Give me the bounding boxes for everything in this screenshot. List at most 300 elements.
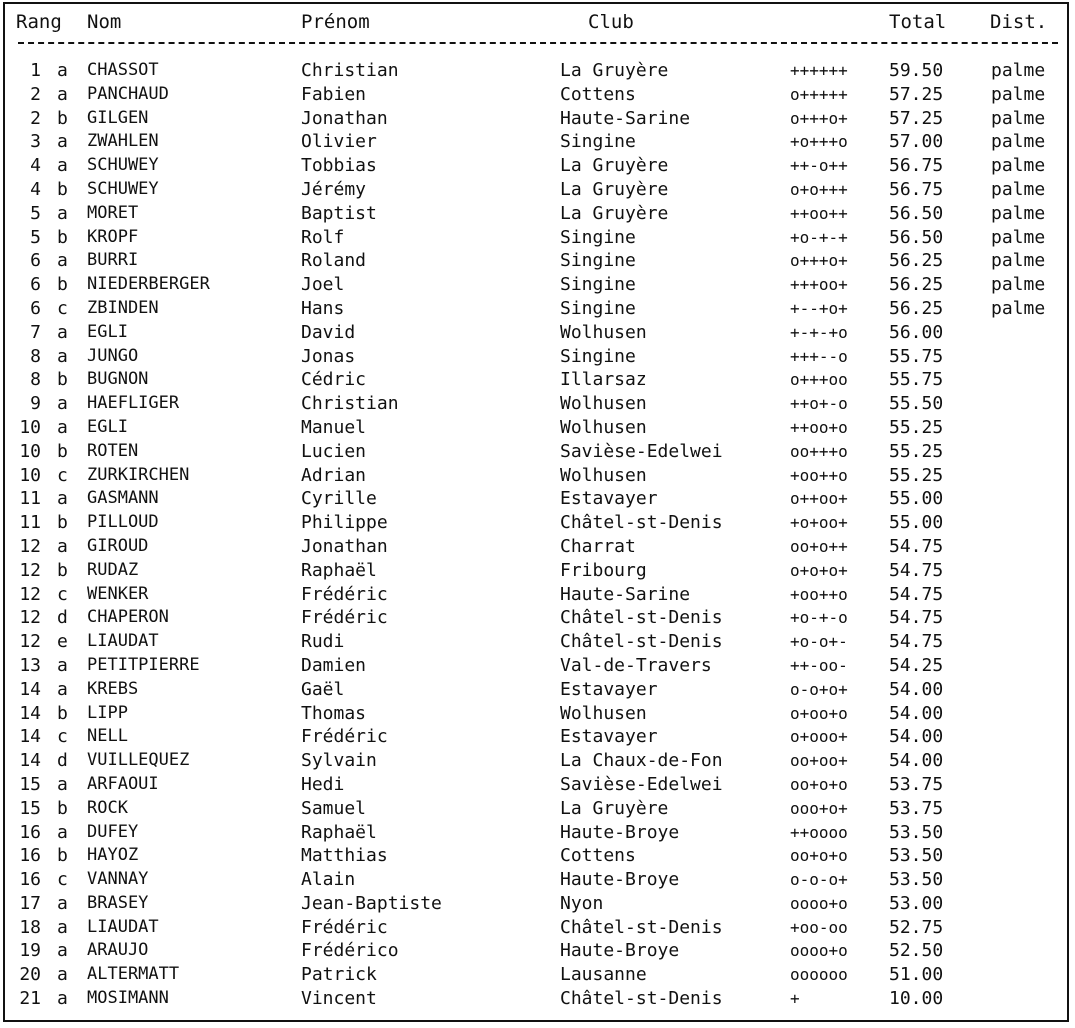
first-name-cell: Jonas — [301, 345, 356, 367]
rank-cell: 12 — [19, 583, 41, 605]
rank-cell: 5 — [30, 226, 41, 248]
sub-rank-cell: b — [57, 440, 68, 462]
last-name-cell: ROTEN — [87, 440, 139, 461]
last-name-cell: NELL — [87, 726, 128, 747]
club-cell: Illarsaz — [560, 369, 647, 391]
sub-rank-cell: a — [57, 678, 68, 700]
distinction-cell: palme — [991, 202, 1046, 224]
series-cell: ooo+o+ — [790, 798, 848, 818]
series-cell: +oo++o — [790, 465, 848, 485]
club-cell: La Gruyère — [560, 178, 669, 200]
last-name-cell: DUFEY — [87, 821, 139, 842]
total-cell: 56.25 — [889, 274, 944, 296]
series-cell: o-o+o+ — [790, 679, 848, 699]
distinction-cell: palme — [991, 297, 1046, 319]
rank-cell: 6 — [30, 274, 41, 296]
total-cell: 55.00 — [889, 488, 944, 510]
total-cell: 54.75 — [889, 631, 944, 653]
table-row — [5, 535, 1067, 559]
rank-cell: 3 — [30, 131, 41, 153]
table-row — [5, 83, 1067, 107]
table-row — [5, 987, 1067, 1011]
club-cell: Singine — [560, 131, 636, 153]
rank-cell: 14 — [19, 750, 41, 772]
series-cell: oo+++o — [790, 441, 848, 461]
total-cell: 54.00 — [889, 750, 944, 772]
series-cell: o+ooo+ — [790, 727, 848, 747]
total-cell: 55.50 — [889, 393, 944, 415]
sub-rank-cell: a — [57, 988, 68, 1010]
results-sheet — [3, 2, 1069, 1022]
table-row — [5, 107, 1067, 131]
first-name-cell: Lucien — [301, 440, 367, 462]
last-name-cell: KREBS — [87, 678, 139, 699]
rank-cell: 6 — [30, 297, 41, 319]
club-cell: Châtel-st-Denis — [560, 988, 723, 1010]
last-name-cell: MOSIMANN — [87, 988, 169, 1009]
club-cell: Châtel-st-Denis — [560, 916, 723, 938]
club-cell: Wolhusen — [560, 416, 647, 438]
club-cell: Estavayer — [560, 678, 658, 700]
table-row — [5, 202, 1067, 226]
header-total: Total — [889, 11, 947, 33]
last-name-cell: CHASSOT — [87, 60, 159, 80]
sub-rank-cell: b — [57, 274, 68, 296]
rank-cell: 2 — [30, 107, 41, 129]
series-cell: o++oo+ — [790, 489, 848, 509]
header-dist: Dist. — [990, 11, 1048, 33]
sub-rank-cell: c — [57, 583, 68, 605]
sub-rank-cell: c — [57, 297, 68, 319]
last-name-cell: LIPP — [87, 702, 128, 723]
rank-cell: 12 — [19, 535, 41, 557]
series-cell: o+oo+o — [790, 703, 848, 723]
table-row — [5, 821, 1067, 845]
total-cell: 55.75 — [889, 369, 944, 391]
series-cell: +o-+-+ — [790, 227, 848, 247]
table-row — [5, 678, 1067, 702]
total-cell: 51.00 — [889, 964, 944, 986]
table-row — [5, 226, 1067, 250]
first-name-cell: Joel — [301, 274, 345, 296]
last-name-cell: PANCHAUD — [87, 83, 169, 104]
series-cell: +o+oo+ — [790, 513, 848, 533]
first-name-cell: Rudi — [301, 631, 345, 653]
club-cell: Haute-Broye — [560, 821, 680, 843]
distinction-cell: palme — [991, 107, 1046, 129]
club-cell: Wolhusen — [560, 321, 647, 343]
first-name-cell: Christian — [301, 60, 399, 81]
header-rang: Rang — [16, 11, 62, 33]
last-name-cell: JUNGO — [87, 345, 139, 366]
sub-rank-cell: a — [57, 83, 68, 105]
first-name-cell: David — [301, 321, 356, 343]
last-name-cell: ROCK — [87, 797, 128, 818]
last-name-cell: VUILLEQUEZ — [87, 750, 190, 771]
series-cell: +o+++o — [790, 132, 848, 152]
sub-rank-cell: b — [57, 226, 68, 248]
first-name-cell: Thomas — [301, 702, 367, 724]
series-cell: +oo++o — [790, 584, 848, 604]
rank-cell: 16 — [19, 845, 41, 867]
rank-cell: 12 — [19, 607, 41, 629]
table-row — [5, 440, 1067, 464]
series-cell: oo+oo+ — [790, 751, 848, 771]
rank-cell: 13 — [19, 654, 41, 676]
last-name-cell: NIEDERBERGER — [87, 274, 210, 295]
table-row — [5, 725, 1067, 749]
series-cell: ++oo++ — [790, 203, 848, 223]
table-row — [5, 130, 1067, 154]
first-name-cell: Frédéric — [301, 583, 388, 605]
last-name-cell: SCHUWEY — [87, 178, 159, 199]
first-name-cell: Gaël — [301, 678, 345, 700]
rank-cell: 7 — [30, 321, 41, 343]
first-name-cell: Roland — [301, 250, 367, 272]
table-row — [5, 916, 1067, 940]
table-row — [5, 963, 1067, 987]
table-row — [5, 368, 1067, 392]
sub-rank-cell: d — [57, 607, 68, 629]
table-row — [5, 416, 1067, 440]
first-name-cell: Jonathan — [301, 535, 388, 557]
total-cell: 54.75 — [889, 535, 944, 557]
sub-rank-cell: a — [57, 202, 68, 224]
series-cell: +o-o+- — [790, 632, 848, 652]
distinction-cell: palme — [991, 250, 1046, 272]
rank-cell: 2 — [30, 83, 41, 105]
first-name-cell: Philippe — [301, 512, 388, 534]
club-cell: Wolhusen — [560, 393, 647, 415]
sub-rank-cell: a — [57, 155, 68, 177]
series-cell: ++-oo- — [790, 655, 848, 675]
last-name-cell: PETITPIERRE — [87, 654, 200, 675]
club-cell: Châtel-st-Denis — [560, 512, 723, 534]
series-cell: o+o+o+ — [790, 560, 848, 580]
sub-rank-cell: a — [57, 250, 68, 272]
total-cell: 56.75 — [889, 155, 944, 177]
total-cell: 56.75 — [889, 178, 944, 200]
rank-cell: 1 — [30, 60, 41, 81]
first-name-cell: Cyrille — [301, 488, 377, 510]
total-cell: 54.75 — [889, 607, 944, 629]
series-cell: ++o+-o — [790, 394, 848, 414]
distinction-cell: palme — [991, 274, 1046, 296]
rank-cell: 14 — [19, 726, 41, 748]
last-name-cell: ZURKIRCHEN — [87, 464, 190, 485]
distinction-cell: palme — [991, 178, 1046, 200]
total-cell: 53.50 — [889, 869, 944, 891]
last-name-cell: HAEFLIGER — [87, 393, 180, 414]
rank-cell: 16 — [19, 821, 41, 843]
table-row — [5, 297, 1067, 321]
first-name-cell: Raphaël — [301, 821, 377, 843]
sub-rank-cell: b — [57, 702, 68, 724]
series-cell: o-o-o+ — [790, 870, 848, 890]
series-cell: o+++oo — [790, 370, 848, 390]
last-name-cell: GIROUD — [87, 535, 149, 556]
club-cell: Charrat — [560, 535, 636, 557]
total-cell: 57.00 — [889, 131, 944, 153]
rank-cell: 21 — [19, 988, 41, 1010]
series-cell: oooo+o — [790, 893, 848, 913]
total-cell: 53.50 — [889, 821, 944, 843]
series-cell: +--+o+ — [790, 298, 848, 318]
total-cell: 56.25 — [889, 250, 944, 272]
total-cell: 59.50 — [889, 60, 944, 81]
table-row — [5, 59, 1067, 83]
first-name-cell: Olivier — [301, 131, 377, 153]
sub-rank-cell: b — [57, 107, 68, 129]
club-cell: Estavayer — [560, 726, 658, 748]
table-row — [5, 892, 1067, 916]
club-cell: Savièse-Edelwei — [560, 773, 723, 795]
sub-rank-cell: c — [57, 726, 68, 748]
rank-cell: 4 — [30, 155, 41, 177]
sub-rank-cell: c — [57, 464, 68, 486]
club-cell: Singine — [560, 226, 636, 248]
rank-cell: 10 — [19, 416, 41, 438]
rank-cell: 18 — [19, 916, 41, 938]
header-club: Club — [588, 11, 634, 33]
sub-rank-cell: a — [57, 321, 68, 343]
club-cell: Singine — [560, 274, 636, 296]
sub-rank-cell: a — [57, 916, 68, 938]
table-row — [5, 559, 1067, 583]
total-cell: 54.00 — [889, 702, 944, 724]
club-cell: Wolhusen — [560, 464, 647, 486]
series-cell: oo+o++ — [790, 536, 848, 556]
total-cell: 57.25 — [889, 107, 944, 129]
series-cell: oo+o+o — [790, 846, 848, 866]
rank-cell: 5 — [30, 202, 41, 224]
series-cell: o+o+++ — [790, 179, 848, 199]
last-name-cell: ARAUJO — [87, 940, 149, 961]
series-cell: ++oo+o — [790, 417, 848, 437]
first-name-cell: Hans — [301, 297, 345, 319]
total-cell: 55.75 — [889, 345, 944, 367]
results-table-body — [5, 59, 1067, 1011]
club-cell: Cottens — [560, 845, 636, 867]
rank-cell: 15 — [19, 797, 41, 819]
first-name-cell: Samuel — [301, 797, 367, 819]
sub-rank-cell: a — [57, 821, 68, 843]
table-row — [5, 321, 1067, 345]
first-name-cell: Hedi — [301, 773, 345, 795]
first-name-cell: Matthias — [301, 845, 388, 867]
total-cell: 55.25 — [889, 440, 944, 462]
series-cell: oo+o+o — [790, 774, 848, 794]
table-row — [5, 844, 1067, 868]
rank-cell: 11 — [19, 488, 41, 510]
first-name-cell: Sylvain — [301, 750, 377, 772]
first-name-cell: Raphaël — [301, 559, 377, 581]
rank-cell: 12 — [19, 559, 41, 581]
last-name-cell: ARFAOUI — [87, 773, 159, 794]
first-name-cell: Cédric — [301, 369, 367, 391]
last-name-cell: BRASEY — [87, 892, 149, 913]
first-name-cell: Vincent — [301, 988, 377, 1010]
last-name-cell: LIAUDAT — [87, 631, 159, 652]
first-name-cell: Adrian — [301, 464, 367, 486]
table-row — [5, 749, 1067, 773]
sub-rank-cell: a — [57, 393, 68, 415]
series-cell: +-+-+o — [790, 322, 848, 342]
club-cell: Savièse-Edelwei — [560, 440, 723, 462]
total-cell: 55.25 — [889, 416, 944, 438]
first-name-cell: Jérémy — [301, 178, 367, 200]
club-cell: Haute-Broye — [560, 869, 680, 891]
last-name-cell: HAYOZ — [87, 845, 139, 866]
club-cell: La Gruyère — [560, 202, 669, 224]
first-name-cell: Patrick — [301, 964, 377, 986]
series-cell: oooo+o — [790, 941, 848, 961]
club-cell: Lausanne — [560, 964, 647, 986]
table-row — [5, 939, 1067, 963]
sub-rank-cell: b — [57, 797, 68, 819]
total-cell: 10.00 — [889, 988, 944, 1010]
series-cell: oooooo — [790, 965, 848, 985]
last-name-cell: LIAUDAT — [87, 916, 159, 937]
distinction-cell: palme — [991, 131, 1046, 153]
sub-rank-cell: c — [57, 869, 68, 891]
distinction-cell: palme — [991, 155, 1046, 177]
total-cell: 54.75 — [889, 583, 944, 605]
table-row — [5, 606, 1067, 630]
table-row — [5, 249, 1067, 273]
table-row — [5, 273, 1067, 297]
club-cell: Haute-Sarine — [560, 583, 691, 605]
first-name-cell: Jean-Baptiste — [301, 892, 442, 914]
sub-rank-cell: b — [57, 369, 68, 391]
rank-cell: 9 — [30, 393, 41, 415]
first-name-cell: Rolf — [301, 226, 345, 248]
rank-cell: 17 — [19, 892, 41, 914]
table-row — [5, 487, 1067, 511]
table-row — [5, 511, 1067, 535]
rank-cell: 10 — [19, 440, 41, 462]
total-cell: 56.50 — [889, 202, 944, 224]
first-name-cell: Baptist — [301, 202, 377, 224]
rank-cell: 14 — [19, 678, 41, 700]
club-cell: La Gruyère — [560, 155, 669, 177]
table-row — [5, 797, 1067, 821]
table-row — [5, 773, 1067, 797]
table-row — [5, 178, 1067, 202]
sub-rank-cell: a — [57, 892, 68, 914]
last-name-cell: ALTERMATT — [87, 964, 180, 985]
last-name-cell: VANNAY — [87, 869, 149, 890]
table-row — [5, 654, 1067, 678]
first-name-cell: Tobbias — [301, 155, 377, 177]
table-header — [5, 11, 1067, 37]
rank-cell: 16 — [19, 869, 41, 891]
first-name-cell: Jonathan — [301, 107, 388, 129]
series-cell: + — [790, 989, 800, 1009]
total-cell: 53.75 — [889, 797, 944, 819]
rank-cell: 11 — [19, 512, 41, 534]
table-row — [5, 630, 1067, 654]
sub-rank-cell: a — [57, 488, 68, 510]
last-name-cell: MORET — [87, 202, 139, 223]
first-name-cell: Frédérico — [301, 940, 399, 962]
club-cell: Singine — [560, 345, 636, 367]
rank-cell: 8 — [30, 345, 41, 367]
series-cell: ++++++ — [790, 61, 848, 80]
last-name-cell: BUGNON — [87, 369, 149, 390]
sub-rank-cell: a — [57, 345, 68, 367]
series-cell: o+++o+ — [790, 251, 848, 271]
total-cell: 55.25 — [889, 464, 944, 486]
club-cell: Cottens — [560, 83, 636, 105]
total-cell: 52.75 — [889, 916, 944, 938]
sub-rank-cell: d — [57, 750, 68, 772]
club-cell: Haute-Sarine — [560, 107, 691, 129]
last-name-cell: ZBINDEN — [87, 297, 159, 318]
last-name-cell: GASMANN — [87, 488, 159, 509]
club-cell: Singine — [560, 250, 636, 272]
series-cell: +++oo+ — [790, 275, 848, 295]
last-name-cell: PILLOUD — [87, 512, 159, 533]
total-cell: 52.50 — [889, 940, 944, 962]
first-name-cell: Damien — [301, 654, 367, 676]
sub-rank-cell: a — [57, 535, 68, 557]
series-cell: ++-o++ — [790, 156, 848, 176]
sub-rank-cell: a — [57, 416, 68, 438]
first-name-cell: Christian — [301, 393, 399, 415]
rank-cell: 19 — [19, 940, 41, 962]
sub-rank-cell: a — [57, 654, 68, 676]
rank-cell: 10 — [19, 464, 41, 486]
club-cell: La Gruyère — [560, 797, 669, 819]
rank-cell: 8 — [30, 369, 41, 391]
distinction-cell: palme — [991, 60, 1046, 81]
series-cell: +++--o — [790, 346, 848, 366]
last-name-cell: EGLI — [87, 416, 128, 437]
club-cell: Val-de-Travers — [560, 654, 712, 676]
series-cell: +o-+-o — [790, 608, 848, 628]
club-cell: La Chaux-de-Fon — [560, 750, 723, 772]
last-name-cell: ZWAHLEN — [87, 131, 159, 152]
sub-rank-cell: a — [57, 773, 68, 795]
total-cell: 54.75 — [889, 559, 944, 581]
total-cell: 56.50 — [889, 226, 944, 248]
total-cell: 55.00 — [889, 512, 944, 534]
sub-rank-cell: b — [57, 512, 68, 534]
last-name-cell: KROPF — [87, 226, 139, 247]
total-cell: 53.75 — [889, 773, 944, 795]
table-row — [5, 154, 1067, 178]
rank-cell: 6 — [30, 250, 41, 272]
total-cell: 56.00 — [889, 321, 944, 343]
series-cell: o+++++ — [790, 84, 848, 104]
last-name-cell: RUDAZ — [87, 559, 139, 580]
rank-cell: 12 — [19, 631, 41, 653]
last-name-cell: SCHUWEY — [87, 155, 159, 176]
rank-cell: 14 — [19, 702, 41, 724]
first-name-cell: Frédéric — [301, 726, 388, 748]
distinction-cell: palme — [991, 83, 1046, 105]
rank-cell: 15 — [19, 773, 41, 795]
first-name-cell: Frédéric — [301, 607, 388, 629]
first-name-cell: Alain — [301, 869, 356, 891]
club-cell: Fribourg — [560, 559, 647, 581]
sub-rank-cell: b — [57, 845, 68, 867]
first-name-cell: Fabien — [301, 83, 367, 105]
club-cell: Châtel-st-Denis — [560, 631, 723, 653]
total-cell: 53.00 — [889, 892, 944, 914]
club-cell: Singine — [560, 297, 636, 319]
